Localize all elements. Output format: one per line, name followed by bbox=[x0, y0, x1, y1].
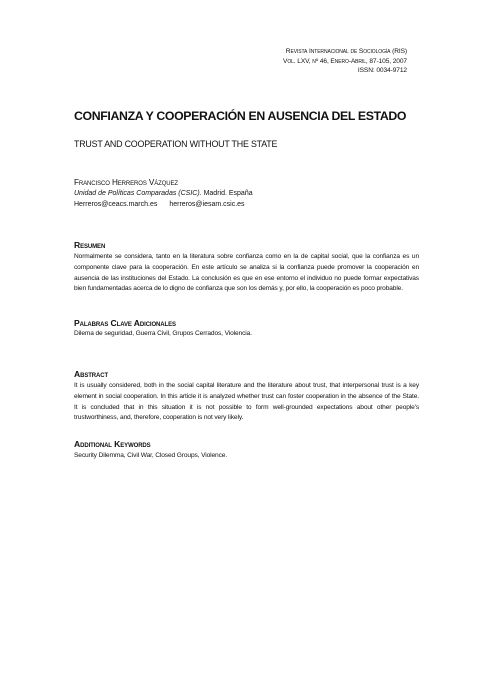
author-affiliation bbox=[74, 188, 419, 199]
keywords-text: Security Dilemma, Civil War, Closed Groups, Violence. bbox=[74, 452, 228, 459]
article-subtitle: TRUST AND COOPERATION WITHOUT THE STATE bbox=[74, 139, 278, 149]
journal-issn: ISSN: 0034-9712 bbox=[357, 67, 407, 75]
journal-header bbox=[157, 47, 407, 76]
palabras-clave-heading: Palabras Clave Adicionales bbox=[74, 318, 176, 328]
abstract-text: It is usually considered, both in the social capital literature and the literature about trust, that interpersonal trust is a key element in social cooperation. In this article it is analyzed whether trust can foster cooperation in the absence of the State. It is concluded that in this situation it is not possible to form well-grounded expectations about other people's trustworthiness, and, therefore, cooperation is not very likely. bbox=[74, 382, 419, 422]
author-email-1[interactable]: Herreros@ceacs.march.es bbox=[74, 201, 158, 208]
journal-name: Revista Internacional de Sociología (RIS) bbox=[285, 48, 407, 55]
author-block bbox=[74, 177, 419, 210]
journal-volume-line: Vol. LXV, nº 46, Enero-Abril, 87-105, 2007 bbox=[283, 57, 407, 65]
keywords-heading: Additional Keywords bbox=[74, 439, 151, 449]
affiliation-unit: Unidad de Políticas Comparadas (CSIC). bbox=[74, 190, 202, 197]
abstract-heading: Abstract bbox=[74, 369, 109, 379]
palabras-clave-text: Dilema de seguridad, Guerra Civil, Grupos Cerrados, Violencia. bbox=[74, 330, 252, 337]
resumen-heading: Resumen bbox=[74, 240, 106, 250]
resumen-text: Normalmente se considera, tanto en la literatura sobre confianza como en la de capital social, que la confianza es un componente clave para la cooperación. En este artículo se analiza si la confianza puede promover la cooperación en ausencia de las instituciones del Estado. La conclusión es que en ese entorno el individuo no puede formar expectativas bien fundamentadas acerca de lo digno de confianza que son los demás y, por ello, la cooperación es poco probable. bbox=[74, 253, 419, 293]
author-emails bbox=[74, 199, 419, 210]
author-name: Francisco Herreros Vázquez bbox=[74, 178, 179, 187]
article-title: CONFIANZA Y COOPERACIÓN EN AUSENCIA DEL ESTADO bbox=[74, 109, 407, 123]
affiliation-place: Madrid. España bbox=[203, 190, 253, 197]
author-email-2[interactable]: herreros@iesam.csic.es bbox=[169, 201, 245, 208]
